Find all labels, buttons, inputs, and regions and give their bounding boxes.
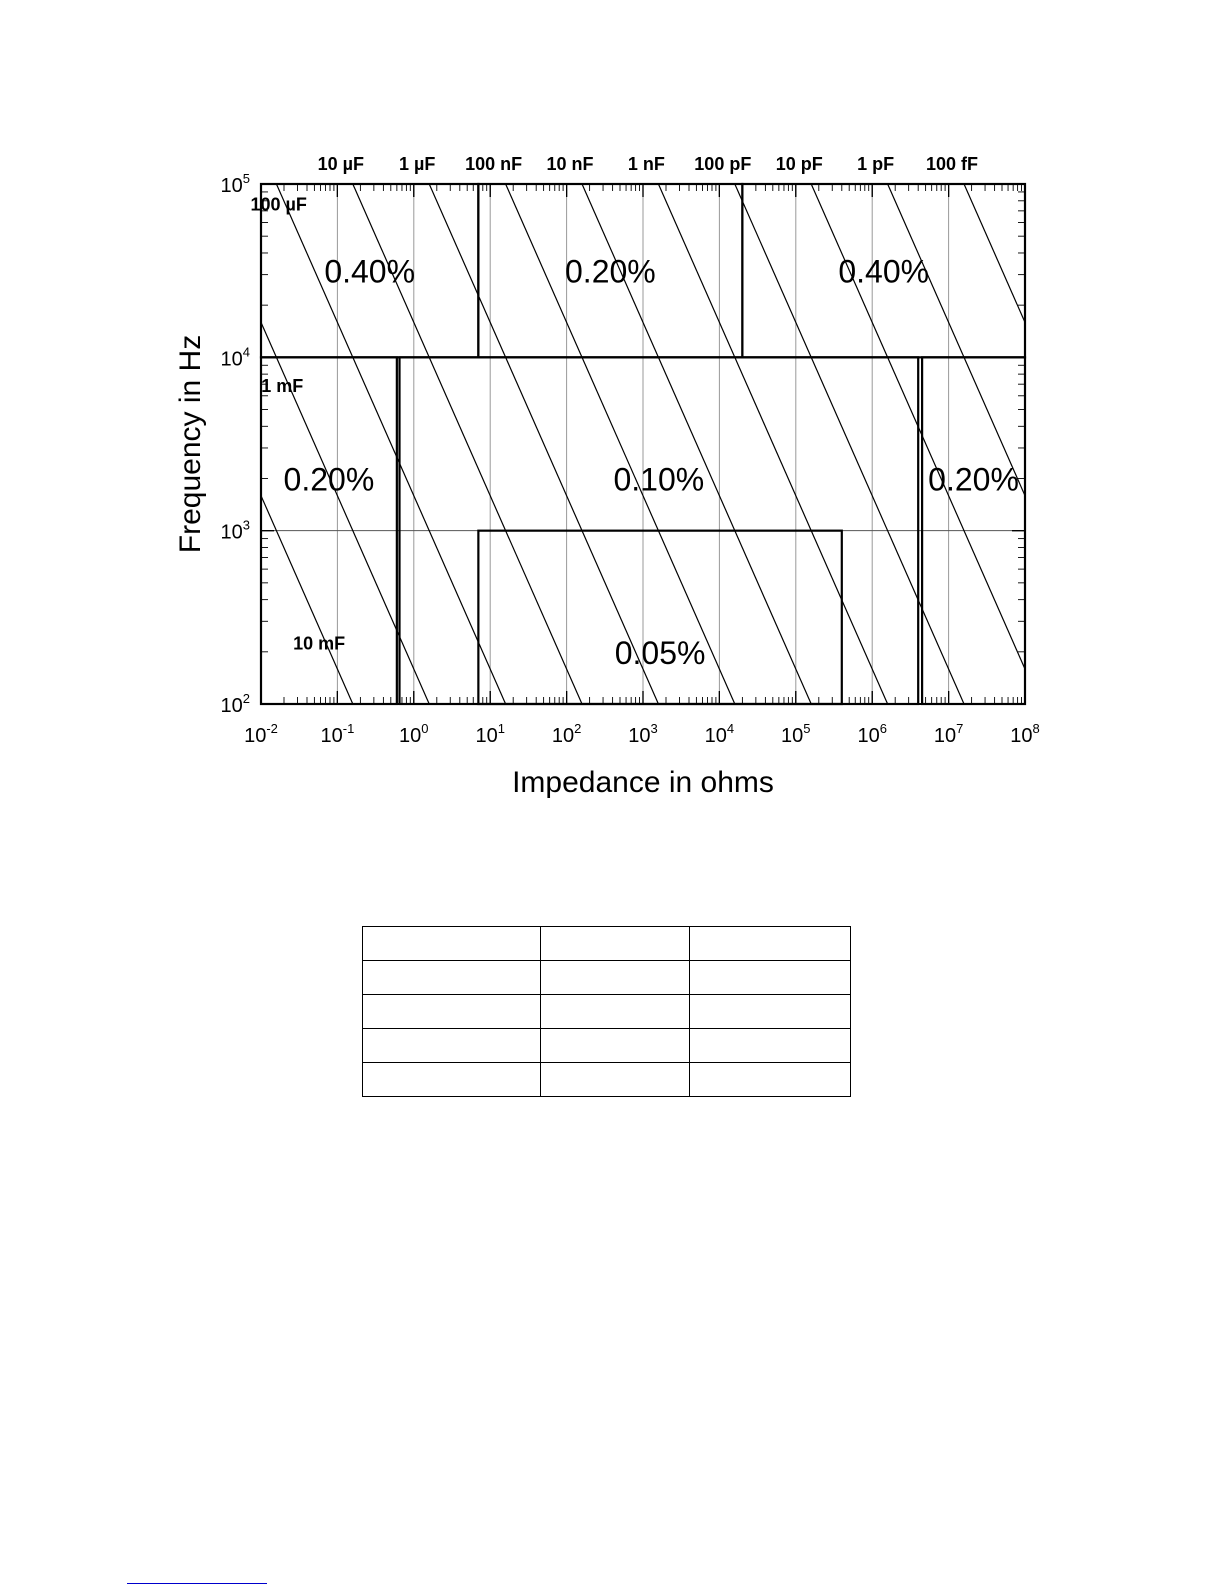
table-cell [690, 927, 851, 961]
x-tick-label: $10^{-2}$ [244, 721, 278, 747]
capacitance-label: 100 nF [465, 154, 523, 174]
accuracy-label: 0.20% [565, 253, 656, 290]
chart-labels [221, 154, 1040, 747]
accuracy-label: 0.10% [613, 461, 705, 498]
table-cell [541, 1063, 690, 1097]
x-tick-label: $10^8$ [1010, 721, 1040, 747]
capacitance-label: 100 fF [926, 154, 979, 174]
x-axis-title: Impedance in ohms [512, 766, 774, 799]
table-row [363, 927, 851, 961]
table-cell [690, 1029, 851, 1063]
capacitance-label: 1 µF [399, 154, 436, 174]
table-cell [363, 961, 541, 995]
accuracy-label: 0.40% [324, 253, 416, 290]
capacitance-label: 10 nF [546, 154, 594, 174]
table-cell [363, 927, 541, 961]
x-tick-label: $10^6$ [857, 721, 887, 747]
capacitance-label: 100 µF [250, 194, 307, 215]
accuracy-label: 0.20% [283, 461, 375, 498]
y-tick-label: $10^3$ [220, 517, 250, 544]
table-cell [541, 961, 690, 995]
footer-rule [127, 1583, 267, 1584]
capacitance-label: 1 mF [261, 376, 304, 397]
table-row [363, 1063, 851, 1097]
y-axis-title: Frequency in Hz [174, 334, 207, 554]
x-tick-label: $10^4$ [704, 721, 735, 747]
capacitance-label: 10 µF [317, 154, 365, 174]
table-cell [690, 961, 851, 995]
table-row [363, 961, 851, 995]
accuracy-region [478, 531, 841, 704]
x-tick-label: $10^{-1}$ [320, 721, 355, 747]
table-row [363, 1029, 851, 1063]
table-cell [363, 995, 541, 1029]
table-cell [690, 995, 851, 1029]
capacitance-line [964, 184, 1193, 704]
y-tick-label: $10^4$ [220, 344, 250, 371]
table-cell [363, 1063, 541, 1097]
capacitance-lines [124, 184, 1194, 704]
table-cell [690, 1063, 851, 1097]
table-cell [363, 1029, 541, 1063]
table-cell [541, 927, 690, 961]
x-tick-label: $10^3$ [628, 721, 658, 747]
x-tick-label: $10^1$ [475, 721, 505, 747]
table-cell [541, 1029, 690, 1063]
x-tick-label: $10^5$ [781, 721, 811, 747]
x-tick-label: $10^7$ [933, 721, 964, 747]
capacitance-label: 1 pF [857, 154, 895, 174]
capacitance-label: 10 pF [775, 154, 823, 174]
capacitance-label: 10 mF [293, 633, 346, 654]
capacitance-label: 100 pF [694, 154, 752, 174]
x-tick-label: $10^0$ [399, 721, 429, 747]
x-tick-label: $10^2$ [551, 721, 582, 747]
accuracy-label: 0.40% [838, 253, 930, 290]
table-row [363, 995, 851, 1029]
y-tick-label: $10^2$ [220, 691, 250, 717]
capacitance-line [124, 184, 353, 704]
y-tick-label: $10^5$ [220, 171, 250, 197]
accuracy-label: 0.20% [928, 461, 1019, 498]
table-cell [541, 995, 690, 1029]
blank-table [362, 926, 851, 1097]
accuracy-label: 0.05% [614, 634, 706, 671]
capacitance-label: 1 nF [627, 154, 665, 174]
